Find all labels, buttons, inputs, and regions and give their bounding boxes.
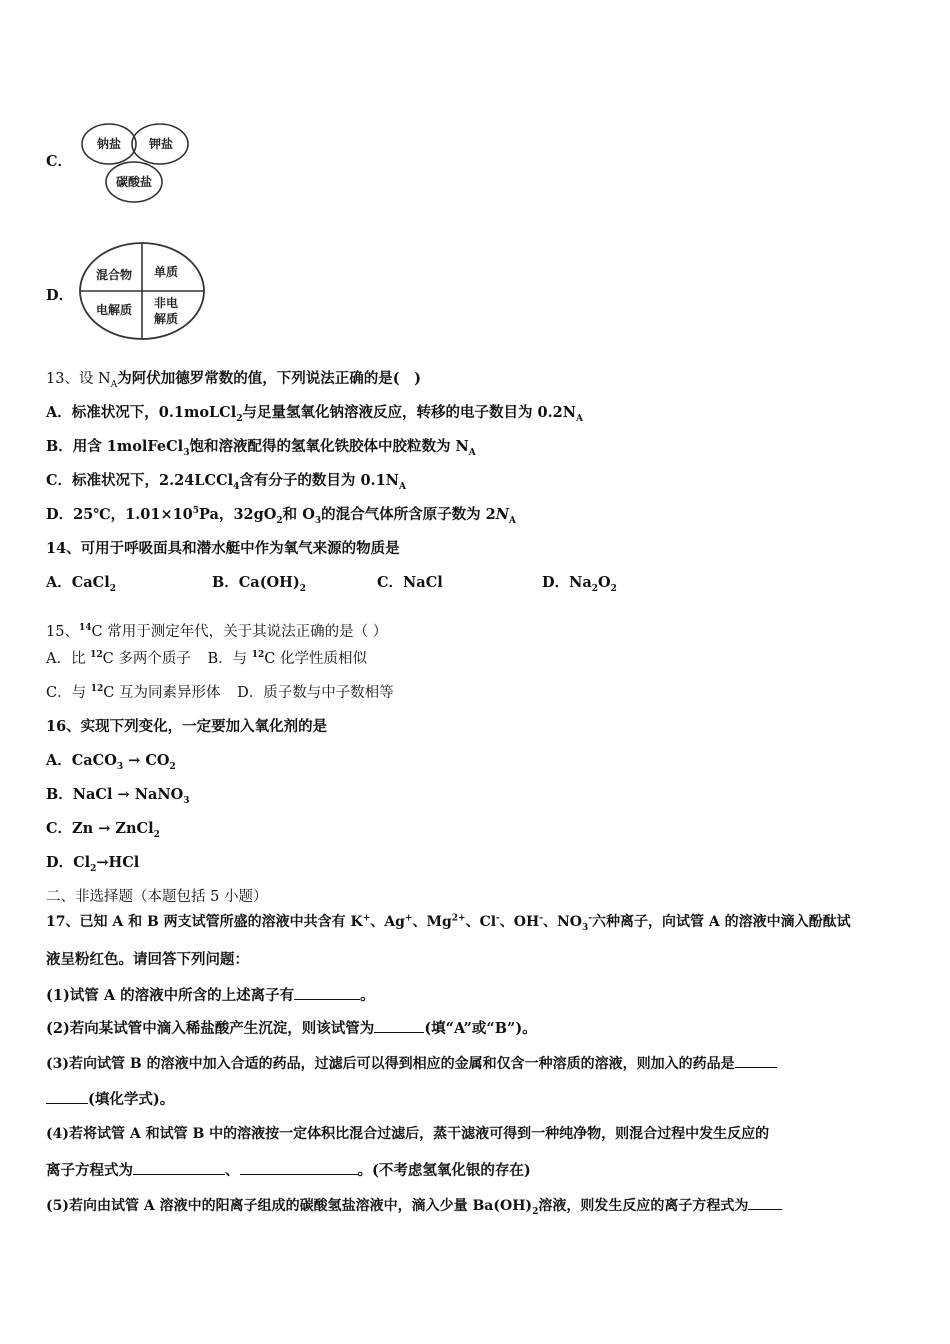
answer-blank-4a[interactable] [133,1160,225,1175]
q14-option-d: D．$Na_2O_2$ [542,574,617,594]
q17-sub3-line2: (填化学式)。 [46,1089,174,1110]
q13-option-d: D．25℃，$1.01\times 10^5Pa$，$32gO_2$和 $O_3$的混合气体所含原子数为 $2N_A$ [46,506,517,526]
quadrant-label-mixture: 混合物 [95,268,133,282]
venn-label-carbonate: 碳酸盐 [115,175,153,189]
answer-blank-1[interactable] [294,985,360,1000]
q15-option-d: D．质子数与中子数相等 [237,685,394,701]
q14-option-a: A．CaCl$_2$ [46,574,117,594]
q17-sub5: (5)若向由试管 A 溶液中的阳离子组成的碳酸氢盐溶液中，滴入少量 $Ba(OH)_2$溶液，则发生反应的离子方程式为 [46,1195,782,1216]
answer-blank-5[interactable] [748,1195,782,1210]
quadrant-label-element: 单质 [153,265,179,279]
q14-stem: 14、可用于呼吸面具和潜水艇中作为氧气来源的物质是 [46,540,400,557]
quadrant-label-electrolyte: 电解质 [95,303,133,317]
q17-sub3-line1: (3)若向试管 B 的溶液中加入合适的药品，过滤后可以得到相应的金属和仅含一种溶质的溶液，则加入的药品是 [46,1053,777,1074]
answer-blank-2[interactable] [374,1018,424,1033]
q16-option-b: B．NaCl → NaNO$_3$ [46,786,190,806]
q12-venn-diagram [76,118,196,206]
q17-sub1: (1)试管 A 的溶液中所含的上述离子有 。 [46,987,375,1004]
q17-stem-line1: 17、已知 A 和 B 两支试管所盛的溶液中共含有 K+、Ag+、$Mg^{2+}$、Cl-、OH-、$NO_3^-$六种离子，向试管 A 的溶液中滴入酚酞试 [46,913,851,933]
q16-option-a: A．CaCO$_3$ → $CO_2$ [46,752,176,772]
quadrant-label-non-electrolyte-1: 非电 [153,296,179,310]
q13-option-b: B．用含 1molFeCl$_3$饱和溶液配得的氢氧化铁胶体中胶粒数为 $N_A$ [46,438,476,458]
q17-sub4-line1: (4)若将试管 A 和试管 B 中的溶液按一定体积比混合过滤后，蒸干滤液可得到一种纯净物，则混合过程中发生反应的 [46,1126,770,1142]
q16-option-d: D．$Cl_2\to HCl$ [46,854,140,874]
q15-option-c: C．与 $^{12}$C 互为同素异形体 [46,684,221,701]
q15-options-cd [46,683,394,703]
section-heading: 二、非选择题（本题包括 5 小题） [46,889,268,905]
q16-stem: 16、实现下列变化，一定要加入氧化剂的是 [46,718,328,735]
q14-option-b: B．$Ca(OH)_2$ [212,574,307,594]
q15-option-a: A．比 $^{12}$C 多两个质子 [46,650,191,667]
q15-stem: 15、$^{14}$C 常用于测定年代，关于其说法正确的是（ ） [46,623,388,640]
answer-blank-3b[interactable] [46,1089,88,1104]
answer-blank-4b[interactable] [240,1160,358,1175]
q15-options-ab [46,649,367,669]
q13-stem: 13、设 $N_A$为阿伏加德罗常数的值，下列说法正确的是( ) [46,370,421,390]
q12-option-c-label: C． [46,153,73,170]
q17-sub2: (2)若向某试管中滴入稀盐酸产生沉淀，则该试管为 (填“A”或“B”)。 [46,1020,537,1037]
venn-label-sodium-salt: 钠盐 [96,137,122,151]
q13-option-c: C．标准状况下，2.24LCCl$_4$含有分子的数目为 $0.1N_A$ [46,472,406,492]
q14-option-c: C．NaCl [377,574,443,591]
q12-quadrant-diagram [76,240,208,342]
q13-option-a: A．标准状况下，0.1moLCl$_2$与足量氢氧化钠溶液反应，转移的电子数目为 $0.2N_A$ [46,404,584,424]
venn-label-potassium-salt: 钾盐 [148,137,174,151]
q17-stem-line2: 液呈粉红色。请回答下列问题： [46,951,249,968]
q12-option-d-label: D． [46,287,74,304]
q15-option-b: B．与 $^{12}$C 化学性质相似 [207,650,367,667]
q17-sub4-line2: 离子方程式为 、 。(不考虑氢氧化银的存在) [46,1162,531,1179]
q16-option-c: C．Zn → ZnCl$_2$ [46,820,160,840]
answer-blank-3a[interactable] [735,1053,777,1068]
quadrant-label-non-electrolyte-2: 解质 [153,312,179,326]
